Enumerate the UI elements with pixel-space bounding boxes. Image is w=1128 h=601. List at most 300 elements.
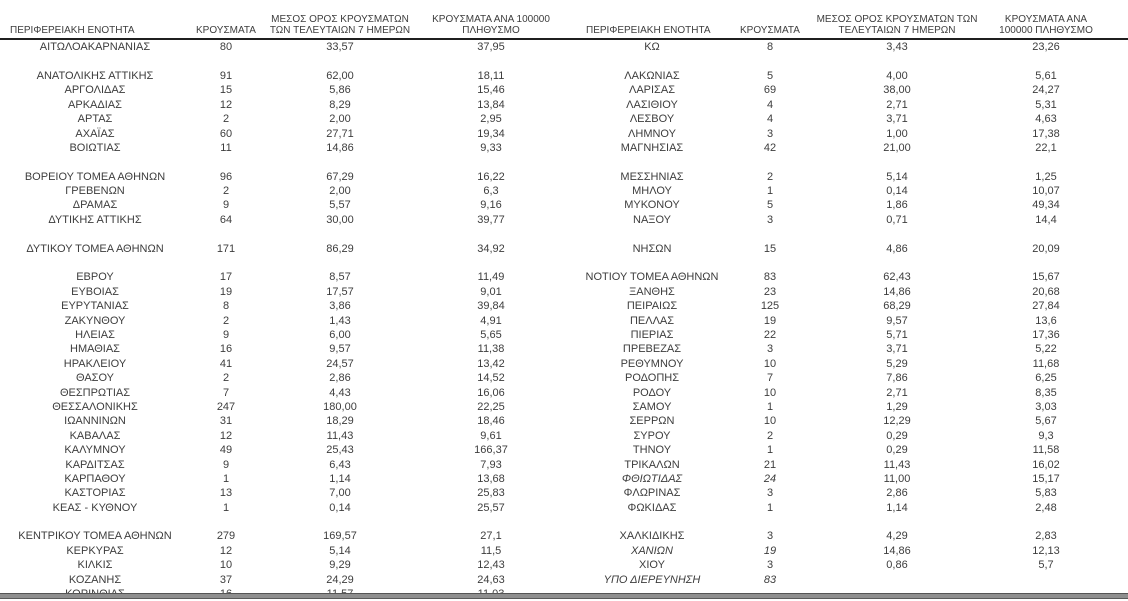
per100k-cell: 17,38 [1032,127,1060,140]
cases-cell: 12 [219,98,233,111]
per100k-cell: 25,83 [477,487,505,500]
table-row [564,457,1128,471]
cases-cell: 17 [219,271,233,284]
cases-cell: 12 [219,544,233,557]
per100k-cell: 2,83 [1035,530,1057,543]
cases-cell: 3 [766,530,774,543]
avg7-cell: 7,00 [329,487,351,500]
cases-cell: 42 [763,141,777,154]
cases-cell: 2 [766,170,774,183]
per100k-cell: 5,31 [1035,98,1057,111]
avg7-cell: 5,14 [886,170,908,183]
cases-cell: 4 [766,113,774,126]
avg7-cell: 62,00 [326,69,354,82]
table-row [564,126,1128,140]
avg7-cell: 0,71 [886,213,908,226]
cases-cell: 247 [216,400,236,413]
region-name-cell: ΒΟΙΩΤΙΑΣ [69,141,121,154]
per100k-cell: 22,1 [1035,141,1057,154]
region-name-cell: ΗΡΑΚΛΕΙΟΥ [63,357,127,370]
table-row [564,429,1128,443]
table-row [564,270,1128,284]
avg7-cell: 180,00 [323,400,357,413]
cases-cell: 4 [766,98,774,111]
cases-cell: 91 [219,69,233,82]
row-spacer [564,227,1128,241]
avg7-cell: 5,29 [886,357,908,370]
region-name-cell: ΕΥΒΟΙΑΣ [71,285,119,298]
table-row [0,241,564,255]
avg7-cell: 5,71 [886,329,908,341]
cases-cell: 22 [763,329,777,341]
per100k-cell: 15,17 [1032,472,1060,485]
table-row [564,357,1128,371]
avg7-cell: 24,57 [326,357,354,370]
per100k-cell: 4,63 [1035,113,1057,126]
per100k-cell: 17,36 [1032,329,1060,341]
region-name-cell: ΚΙΛΚΙΣ [77,559,113,572]
table-row [0,529,564,543]
table-row [564,558,1128,572]
region-name-cell: ΛΗΜΝΟΥ [628,127,676,140]
per100k-cell: 2,95 [480,113,502,126]
per100k-cell: 6,3 [483,185,499,198]
region-name-cell: ΧΑΛΚΙΔΙΚΗΣ [619,530,685,543]
column-header-avg7: ΜΕΣΟΣ ΟΡΟΣ ΚΡΟΥΣΜΑΤΩΝ ΤΩΝ ΤΕΛΕΥΤΑΙΩΝ 7 ΗΜΕΡΩΝ [816,14,978,36]
avg7-cell: 12,29 [883,415,911,428]
avg7-cell: 7,86 [886,372,908,385]
avg7-cell: 1,00 [886,127,908,140]
cases-cell: 279 [216,530,236,543]
cases-cell: 3 [766,213,774,226]
column-header-cases: ΚΡΟΥΣΜΑΤΑ [196,25,256,36]
region-name-cell: ΤΗΝΟΥ [632,444,672,457]
per100k-cell: 14,4 [1035,213,1057,226]
table-row [0,371,564,385]
region-name-cell: ΕΥΡΥΤΑΝΙΑΣ [61,300,129,313]
cases-cell: 2 [222,372,230,385]
table-row [0,69,564,83]
per100k-cell: 11,68 [1032,357,1060,370]
avg7-cell: 18,29 [326,415,354,428]
table-row [564,285,1128,299]
cases-cell: 49 [219,444,233,457]
cases-cell: 7 [766,372,774,385]
region-name-cell: ΥΠΟ ΔΙΕΡΕΥΝΗΣΗ [603,573,701,586]
cases-cell: 60 [219,127,233,140]
avg7-cell: 4,29 [886,530,908,543]
table-row [564,241,1128,255]
table-row [564,83,1128,97]
per100k-cell: 12,13 [1032,544,1060,557]
table-row [564,572,1128,586]
per100k-cell: 7,93 [480,458,502,471]
avg7-cell: 1,29 [886,400,908,413]
per100k-cell: 5,7 [1038,559,1054,572]
table-row [0,357,564,371]
region-name-cell: ΖΑΚΥΝΘΟΥ [64,314,126,327]
table-row [564,400,1128,414]
column-header-per100k: ΚΡΟΥΣΜΑΤΑ ΑΝΑ 100000 ΠΛΗΘΥΣΜΟ [999,14,1093,36]
table-row [564,299,1128,313]
avg7-cell: 0,29 [886,444,908,457]
row-spacer [564,256,1128,270]
table-row [564,141,1128,155]
region-name-cell: ΚΕΡΚΥΡΑΣ [66,544,124,557]
region-name-cell: ΑΝΑΤΟΛΙΚΗΣ ΑΤΤΙΚΗΣ [36,69,154,82]
cases-cell: 8 [766,41,774,54]
cases-cell: 5 [766,199,774,212]
per100k-cell: 25,57 [477,501,505,514]
region-name-cell: ΧΑΝΙΩΝ [631,544,673,557]
cases-cell: 13 [219,487,233,500]
cases-cell: 1 [766,400,774,413]
region-name-cell: ΚΑΡΔΙΤΣΑΣ [65,458,125,471]
per100k-cell: 10,07 [1032,185,1060,198]
region-name-cell: ΚΕΝΤΡΙΚΟΥ ΤΟΜΕΑ ΑΘΗΝΩΝ [18,530,172,543]
avg7-cell: 38,00 [883,84,911,97]
per100k-cell: 49,34 [1032,199,1060,212]
per100k-cell: 15,46 [477,84,505,97]
region-name-cell: ΗΛΕΙΑΣ [75,329,115,341]
region-name-cell: ΠΡΕΒΕΖΑΣ [622,343,682,356]
cases-cell: 31 [219,415,233,428]
row-spacer [0,515,564,529]
avg7-cell: 9,57 [886,314,908,327]
per100k-cell: 16,02 [1032,458,1060,471]
table-header-right [564,0,1128,40]
region-name-cell: ΡΕΘΥΜΝΟΥ [620,357,684,370]
cases-cell: 9 [222,458,230,471]
table-body-left [0,40,564,601]
region-name-cell: ΡΟΔΟΠΗΣ [624,372,680,385]
region-name-cell: ΘΕΣΣΑΛΟΝΙΚΗΣ [52,400,138,413]
avg7-cell: 5,14 [329,544,351,557]
cases-cell: 7 [222,386,230,399]
avg7-cell: 5,57 [329,199,351,212]
table-row [0,400,564,414]
avg7-cell: 1,43 [329,314,351,327]
per100k-cell: 11,38 [477,343,505,356]
per100k-cell: 39,77 [477,213,505,226]
region-name-cell: ΠΕΙΡΑΙΩΣ [626,300,678,313]
per100k-cell: 20,68 [1032,285,1060,298]
region-name-cell: ΓΡΕΒΕΝΩΝ [65,185,125,198]
region-name-cell: ΑΡΤΑΣ [77,113,113,126]
avg7-cell: 1,14 [886,501,908,514]
table-row [564,184,1128,198]
per100k-cell: 24,27 [1032,84,1060,97]
cases-cell: 3 [766,487,774,500]
table-row [564,170,1128,184]
per100k-cell: 9,61 [480,429,502,442]
region-name-cell: ΘΕΣΠΡΩΤΙΑΣ [59,386,131,399]
region-name-cell: ΦΩΚΙΔΑΣ [627,501,677,514]
region-name-cell: ΝΗΣΩΝ [632,242,672,255]
table-row [0,198,564,212]
table-row [0,83,564,97]
avg7-cell: 68,29 [883,300,911,313]
table-row [0,112,564,126]
table-row [564,385,1128,399]
region-name-cell: ΦΛΩΡΙΝΑΣ [623,487,681,500]
cases-cell: 3 [766,343,774,356]
per100k-cell: 19,34 [477,127,505,140]
per100k-cell: 27,1 [480,530,502,543]
region-name-cell: ΞΑΝΘΗΣ [629,285,675,298]
cases-cell: 125 [760,300,780,313]
cases-cell: 5 [766,69,774,82]
per100k-cell: 13,42 [477,357,505,370]
per100k-cell: 9,01 [480,285,502,298]
per100k-cell: 13,84 [477,98,505,111]
table-row [564,213,1128,227]
per100k-cell: 27,84 [1032,300,1060,313]
region-name-cell: ΜΑΓΝΗΣΙΑΣ [620,141,684,154]
avg7-cell: 3,71 [886,113,908,126]
avg7-cell: 5,86 [329,84,351,97]
table-row [564,313,1128,327]
table-row [0,98,564,112]
per100k-cell: 37,95 [477,41,505,54]
region-name-cell: ΜΗΛΟΥ [632,185,672,198]
avg7-cell: 14,86 [883,544,911,557]
region-name-cell: ΣΑΜΟΥ [632,400,672,413]
region-name-cell: ΠΕΛΛΑΣ [629,314,675,327]
per100k-cell: 18,11 [477,69,505,82]
avg7-cell: 1,14 [329,472,351,485]
cases-cell: 41 [219,357,233,370]
cases-cell: 24 [763,472,777,485]
region-name-cell: ΛΑΡΙΣΑΣ [628,84,675,97]
avg7-cell: 21,00 [883,141,911,154]
avg7-cell: 17,57 [326,285,354,298]
region-name-cell: ΔΡΑΜΑΣ [72,199,118,212]
table-row [0,170,564,184]
region-name-cell: ΙΩΑΝΝΙΝΩΝ [64,415,126,428]
cases-cell: 16 [219,343,233,356]
cases-cell: 37 [219,573,233,586]
table-row [564,112,1128,126]
region-name-cell: ΒΟΡΕΙΟΥ ΤΟΜΕΑ ΑΘΗΝΩΝ [24,170,166,183]
table-row [0,184,564,198]
avg7-cell: 2,86 [886,487,908,500]
table-row [564,198,1128,212]
region-name-cell: ΘΑΣΟΥ [75,372,115,385]
per100k-cell: 6,25 [1035,372,1057,385]
per100k-cell: 24,63 [477,573,505,586]
region-name-cell: ΔΥΤΙΚΟΥ ΤΟΜΕΑ ΑΘΗΝΩΝ [26,242,164,255]
cases-cell: 1 [222,472,230,485]
table-row [0,385,564,399]
avg7-cell: 86,29 [326,242,354,255]
row-spacer [0,227,564,241]
per100k-cell: 20,09 [1032,242,1060,255]
cases-cell: 9 [222,199,230,212]
table-row [0,270,564,284]
avg7-cell: 2,71 [886,98,908,111]
avg7-cell: 8,57 [329,271,351,284]
avg7-cell: 62,43 [883,271,911,284]
table-row [564,98,1128,112]
per100k-cell: 11,49 [477,271,505,284]
table-row [0,558,564,572]
cases-cell: 23 [763,285,777,298]
table-row [0,544,564,558]
row-spacer [0,155,564,169]
avg7-cell: 9,29 [329,559,351,572]
per100k-cell: 3,03 [1035,400,1057,413]
avg7-cell: 0,29 [886,429,908,442]
cases-cell: 69 [763,84,777,97]
avg7-cell: 30,00 [326,213,354,226]
per100k-cell: 16,22 [477,170,505,183]
table-header-left [0,0,564,40]
region-name-cell: ΤΡΙΚΑΛΩΝ [624,458,680,471]
cases-cell: 12 [219,429,233,442]
per100k-cell: 12,43 [477,559,505,572]
row-spacer [0,256,564,270]
per100k-cell: 23,26 [1032,41,1060,54]
cases-cell: 19 [219,285,233,298]
per100k-cell: 15,67 [1032,271,1060,284]
cases-cell: 11 [220,141,232,154]
region-name-cell: ΦΘΙΩΤΙΔΑΣ [621,472,683,485]
column-header-region: ΠΕΡΙΦΕΡΕΙΑΚΗ ΕΝΟΤΗΤΑ [586,25,711,36]
table-row [0,213,564,227]
cases-cell: 80 [219,41,233,54]
avg7-cell: 11,43 [326,429,354,442]
region-name-cell: ΚΑΛΥΜΝΟΥ [64,444,126,457]
avg7-cell: 0,14 [886,185,908,198]
per100k-cell: 2,48 [1035,501,1057,514]
per100k-cell: 13,68 [477,472,505,485]
table-body-right [564,40,1128,587]
table-row [0,443,564,457]
per100k-cell: 16,06 [477,386,505,399]
per100k-cell: 9,3 [1038,429,1054,442]
table-row [0,486,564,500]
region-name-cell: ΗΜΑΘΙΑΣ [70,343,120,356]
region-name-cell: ΚΕΑΣ - ΚΥΘΝΟΥ [52,501,138,514]
avg7-cell: 0,86 [886,559,908,572]
table-right-half [564,0,1128,601]
bottom-scrollbar[interactable] [0,593,1128,599]
cases-cell: 2 [222,185,230,198]
cases-cell: 9 [222,329,230,341]
avg7-cell: 33,57 [326,41,354,54]
avg7-cell: 14,86 [883,285,911,298]
cases-cell: 10 [763,386,777,399]
table-row [564,472,1128,486]
cases-cell: 21 [763,458,777,471]
avg7-cell: 4,43 [329,386,351,399]
region-name-cell: ΑΡΓΟΛΙΔΑΣ [64,84,126,97]
table-row [564,414,1128,428]
cases-cell: 83 [763,573,777,586]
table-row [564,69,1128,83]
table-row [0,40,564,54]
avg7-cell: 2,00 [329,113,351,126]
region-name-cell: ΜΕΣΣΗΝΙΑΣ [620,170,684,183]
region-name-cell: ΚΑΡΠΑΘΟΥ [64,472,126,485]
cases-cell: 83 [763,271,777,284]
cases-cell: 1 [766,185,774,198]
per100k-cell: 11,5 [480,544,502,557]
cases-cell: 10 [763,357,777,370]
avg7-cell: 25,43 [326,444,354,457]
per100k-cell: 5,67 [1035,415,1057,428]
per100k-cell: 1,25 [1035,170,1057,183]
cases-cell: 3 [766,127,774,140]
per100k-cell: 14,52 [477,372,505,385]
table-row [0,572,564,586]
avg7-cell: 3,71 [886,343,908,356]
cases-cell: 1 [766,444,774,457]
region-name-cell: ΑΡΚΑΔΙΑΣ [68,98,122,111]
per100k-cell: 9,33 [480,141,502,154]
avg7-cell: 14,86 [326,141,354,154]
per100k-cell: 5,61 [1035,69,1057,82]
per100k-cell: 11,58 [1032,444,1060,457]
per100k-cell: 4,91 [480,314,502,327]
table-row [0,457,564,471]
region-name-cell: ΛΕΣΒΟΥ [629,113,675,126]
per100k-cell: 22,25 [477,400,505,413]
region-name-cell: ΕΒΡΟΥ [76,271,114,284]
table-row [0,429,564,443]
avg7-cell: 1,86 [886,199,908,212]
per100k-cell: 39,84 [477,300,505,313]
avg7-cell: 3,86 [329,300,351,313]
avg7-cell: 0,14 [329,501,351,514]
table-row [564,342,1128,356]
cases-cell: 96 [219,170,233,183]
table-row [564,371,1128,385]
per100k-cell: 13,6 [1035,314,1057,327]
region-name-cell: ΑΧΑΪΑΣ [75,127,115,140]
avg7-cell: 24,29 [326,573,354,586]
column-header-cases: ΚΡΟΥΣΜΑΤΑ [740,25,800,36]
region-name-cell: ΚΩ [644,41,660,54]
per100k-cell: 9,16 [480,199,502,212]
cases-cell: 2 [222,314,230,327]
region-name-cell: ΔΥΤΙΚΗΣ ΑΤΤΙΚΗΣ [48,213,142,226]
cases-cell: 15 [763,242,777,255]
cases-cell: 10 [219,559,233,572]
per100k-cell: 5,83 [1035,487,1057,500]
avg7-cell: 11,43 [883,458,911,471]
avg7-cell: 8,29 [329,98,351,111]
cases-cell: 15 [219,84,233,97]
avg7-cell: 3,43 [886,41,908,54]
table-row [0,472,564,486]
cases-cell: 1 [766,501,774,514]
table-row [0,342,564,356]
avg7-cell: 169,57 [323,530,357,543]
region-name-cell: ΛΑΣΙΘΙΟΥ [626,98,678,111]
cases-cell: 19 [763,314,777,327]
region-name-cell: ΧΙΟΥ [639,559,665,572]
row-spacer [564,515,1128,529]
region-name-cell: ΑΙΤΩΛΟΑΚΑΡΝΑΝΙΑΣ [39,41,151,54]
cases-cell: 3 [766,559,774,572]
table-row [0,141,564,155]
avg7-cell: 2,86 [329,372,351,385]
avg7-cell: 6,00 [329,329,351,341]
row-spacer [564,54,1128,68]
cases-cell: 10 [763,415,777,428]
